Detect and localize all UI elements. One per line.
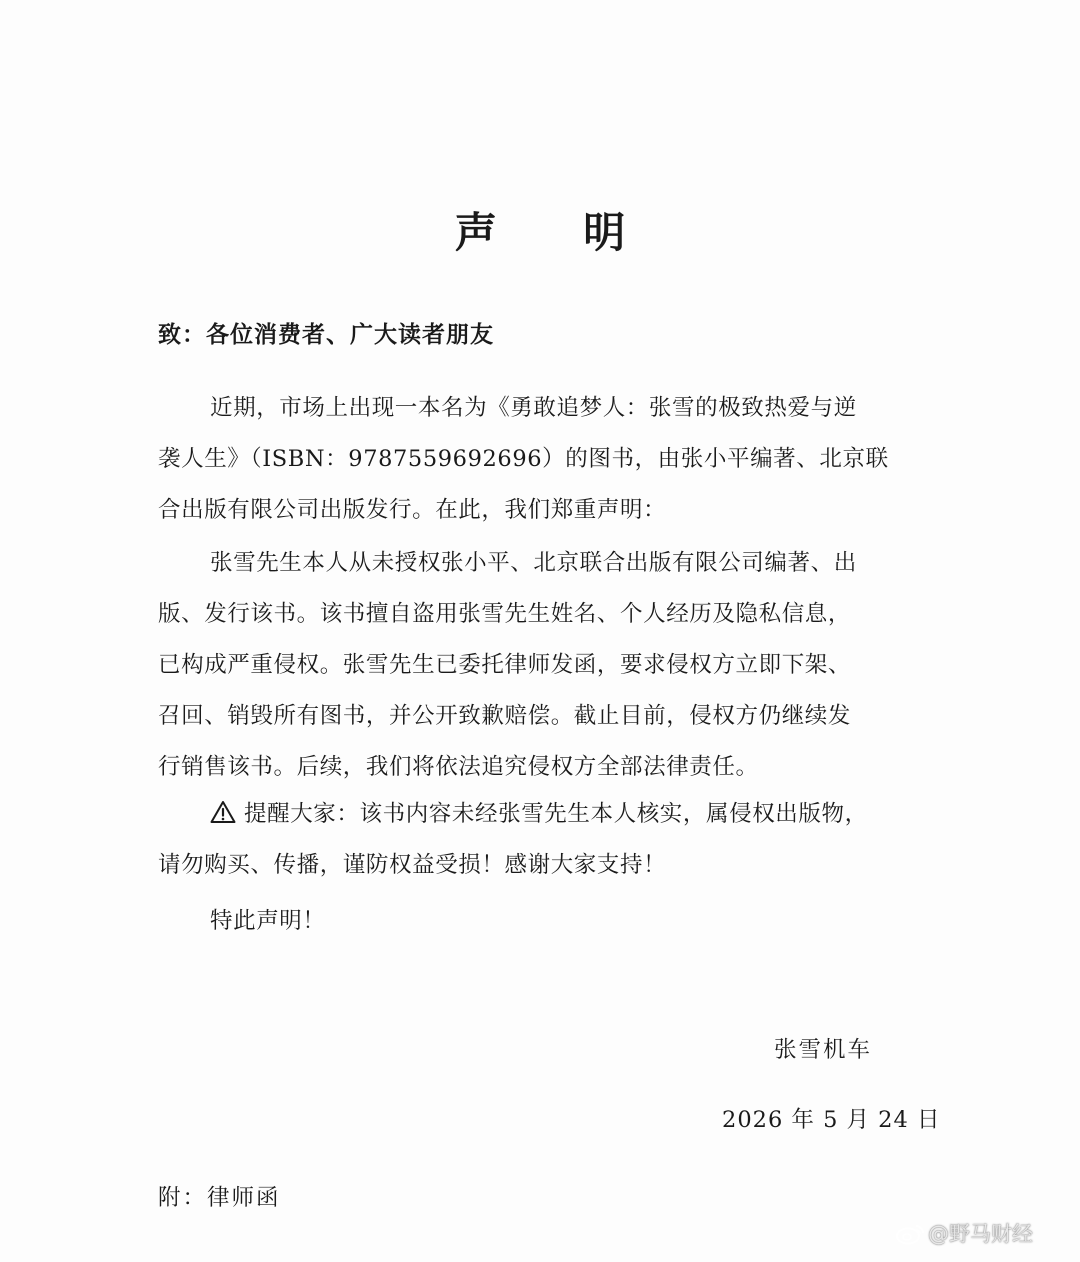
weibo-logo-icon <box>896 1223 926 1245</box>
watermark-text: @野马财经 <box>928 1222 1033 1246</box>
paragraph-statement <box>158 538 920 793</box>
paragraph-line-with-icon <box>158 789 920 840</box>
paragraph-line: 召回、销毁所有图书，并公开致歉赔偿。截止目前，侵权方仍继续发 <box>158 703 852 729</box>
paragraph-reminder <box>158 789 920 891</box>
paragraph-line: 袭人生》（ISBN：9787559692696）的图书，由张小平编著、北京联 <box>158 446 889 472</box>
paragraph-line: 合出版有限公司出版发行。在此，我们郑重声明： <box>158 497 667 523</box>
signature: 张雪机车 <box>774 1037 873 1063</box>
paragraph-line: 近期，市场上出现一本名为《勇敢追梦人：张雪的极致热爱与逆 <box>210 395 857 421</box>
attachment-note: 附：律师函 <box>158 1185 281 1211</box>
paragraph-line: 提醒大家：该书内容未经张雪先生本人核实，属侵权出版物， <box>244 801 868 827</box>
date: 2026 年 5 月 24 日 <box>722 1107 941 1133</box>
paragraph-line: 请勿购买、传播，谨防权益受损！感谢大家支持！ <box>158 852 667 878</box>
warning-triangle-icon <box>210 792 236 816</box>
watermark <box>896 1218 1033 1248</box>
paragraph-line: 已构成严重侵权。张雪先生已委托律师发函，要求侵权方立即下架、 <box>158 652 852 678</box>
paragraph-line: 行销售该书。后续，我们将依法追究侵权方全部法律责任。 <box>158 754 759 780</box>
paragraph-line: 张雪先生本人从未授权张小平、北京联合出版有限公司编著、出 <box>210 550 857 576</box>
paragraph-closing <box>158 896 920 947</box>
salutation: 致：各位消费者、广大读者朋友 <box>158 322 494 348</box>
closing-text: 特此声明！ <box>210 908 326 934</box>
paragraph-intro <box>158 383 920 536</box>
paragraph-line: 版、发行该书。该书擅自盗用张雪先生姓名、个人经历及隐私信息， <box>158 601 852 627</box>
document-title: 声 明 <box>454 208 662 257</box>
